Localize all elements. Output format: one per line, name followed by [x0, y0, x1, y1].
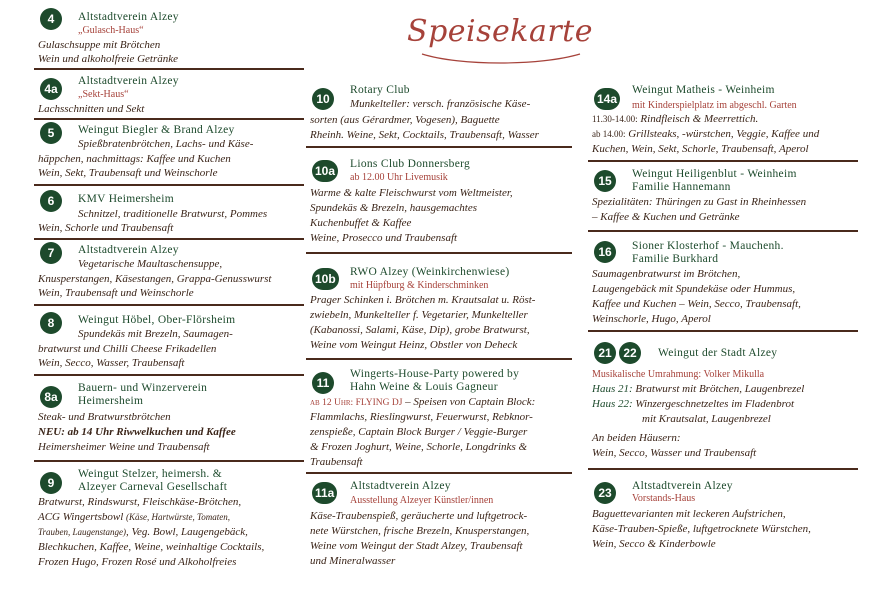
entry-4a [38, 72, 300, 120]
menu-line: Wein, Secco & Kinderbowle [592, 538, 716, 550]
menu-line: und Mineralwasser [310, 555, 396, 567]
number-badge: 21 [594, 342, 616, 364]
entry-11 [310, 368, 568, 474]
text-part: Haus 22: [592, 398, 633, 410]
entry-title: Weingut Stelzer, heimersh. & [78, 468, 223, 480]
menu-line: Gulaschsuppe mit Brötchen [38, 39, 161, 51]
text-part: (Käse, Hartwürste, Tomaten, [126, 512, 230, 522]
text-part: 11.30-14.00: [592, 114, 638, 124]
menu-line: Wein, Traubensaft und Weinschorle [38, 287, 194, 299]
entry-subtitle: ab 12.00 Uhr Livemusik [350, 172, 448, 183]
entry-4 [38, 8, 300, 70]
menu-line: Traubensaft [310, 456, 363, 468]
menu-line: Knusperstangen, Käsestangen, Grappa-Genusswurst [38, 273, 272, 285]
text-part: Rindfleisch & Meerrettich. [637, 113, 759, 125]
menu-line: Wein, Sekt, Traubensaft und Weinschorle [38, 167, 218, 179]
number-badge: 4a [40, 78, 62, 100]
entry-subtitle: Musikalische Umrahmung: Volker Mikulla [592, 369, 765, 380]
menu-line [592, 128, 854, 141]
menu-line: Kuchenbuffet & Kaffee [310, 217, 412, 229]
menu-line: Spundekäs mit Brezeln, Saumagen- [78, 328, 233, 340]
entry-title: KMV Heimersheim [78, 193, 174, 205]
entry-title: Altstadtverein Alzey [78, 11, 179, 23]
text-part: , Veg. Bowl, Laugengebäck, [126, 526, 248, 538]
entry-title: Lions Club Donnersberg [350, 158, 471, 170]
entry-subtitle: „Gulasch-Haus“ [78, 25, 144, 36]
entry-16 [592, 238, 854, 332]
entry-title: Alzeyer Carneval Gesellschaft [78, 481, 228, 493]
menu-line: mit Krautsalat, Laugenbrezel [642, 413, 771, 425]
entry-title: Altstadtverein Alzey [78, 244, 179, 256]
menu-line: Käse-Trauben-Spieße, luftgetrocknete Würstchen, [592, 523, 811, 535]
menu-line: sorten (aus Gérardmer, Vogesen), Baguette [310, 114, 500, 126]
entry-8 [38, 312, 300, 376]
menu-line: Wein, Secco, Wasser, Traubensaft [38, 357, 185, 369]
number-badge: 15 [594, 170, 616, 192]
text-part: Grillsteaks, -würstchen, Veggie, Kaffee und [625, 128, 820, 140]
entry-23 [592, 478, 854, 558]
number-badge: 23 [594, 482, 616, 504]
menu-line: NEU: ab 14 Uhr Riwwelkuchen und Kaffee [38, 426, 236, 438]
entry-10 [310, 84, 568, 148]
menu-line: Spundekäs & Brezeln, hausgemachtes [310, 202, 478, 214]
text-part: Bratwurst mit Brötchen, Laugenbrezel [632, 383, 805, 395]
menu-line: Baguettevarianten mit leckeren Aufstrichen, [592, 508, 786, 520]
menu-line: – Kaffee & Kuchen und Getränke [592, 211, 740, 223]
menu-line [38, 511, 300, 524]
menu-line: Wein, Secco, Wasser und Traubensaft [592, 447, 757, 459]
menu-line [592, 113, 854, 126]
entry-14a [592, 84, 854, 162]
menu-line: Laugengebäck mit Spundekäse oder Hummus, [592, 283, 796, 295]
menu-line: häppchen, nachmittags: Kaffee und Kuchen [38, 153, 231, 165]
entry-title: Weingut Matheis - Weinheim [632, 84, 775, 96]
number-badge: 10 [312, 88, 334, 110]
logo-text: Speisekarte [407, 14, 593, 49]
number-badge: 8 [40, 312, 62, 334]
entry-title: Weingut Heiligenblut - Weinheim [632, 168, 797, 180]
entry-title: RWO Alzey (Weinkirchenwiese) [350, 266, 510, 278]
text-part: Trauben, Laugenstange) [38, 527, 127, 537]
menu-line: Heimersheimer Weine und Traubensaft [38, 441, 210, 453]
menu-line: Spezialitäten: Thüringen zu Gast in Rheinhessen [592, 196, 807, 208]
number-badge: 9 [40, 472, 62, 494]
menu-line: Blechkuchen, Kaffee, Weine, weinhaltige Cocktails, [38, 541, 265, 553]
menu-line: An beiden Häusern: [592, 432, 681, 444]
entry-6 [38, 190, 300, 240]
entry-11a [310, 478, 568, 578]
entry-subtitle: mit Hüpfburg & Kinderschminken [350, 280, 489, 291]
entry-10b [310, 264, 568, 360]
menu-line: Weine vom Weingut Heinz, Obstler von Deheck [310, 339, 518, 351]
entry-title: Familie Hannemann [632, 181, 731, 193]
text-part: ACG Wingertsbowl [38, 511, 127, 523]
number-badge: 11 [312, 372, 334, 394]
entry-title: Familie Burkhard [632, 253, 719, 265]
entry-title: Sioner Klosterhof - Mauchenh. [632, 240, 784, 252]
number-badge: 11a [312, 482, 337, 504]
entry-title: Rotary Club [350, 84, 410, 96]
menu-line: bratwurst und Chilli Cheese Frikadellen [38, 343, 217, 355]
speisekarte-logo [400, 14, 600, 64]
menu-line: Bratwurst, Rindswurst, Fleischkäse-Brötchen, [38, 496, 242, 508]
menu-line: Schnitzel, traditionelle Bratwurst, Pommes [78, 208, 268, 220]
entry-title: Weingut Biegler & Brand Alzey [78, 124, 235, 136]
menu-line: Vegetarische Maultaschensuppe, [78, 258, 223, 270]
menu-line [592, 383, 854, 396]
text-part: ab 14.00: [592, 129, 626, 139]
menu-line: Kaffee und Kuchen – Wein, Secco, Traubensaft, [592, 298, 801, 310]
menu-line: Weinschorle, Hugo, Aperol [592, 313, 711, 325]
entry-title: Weingut der Stadt Alzey [658, 347, 778, 359]
text-part: – Speisen von Captain Block: [402, 396, 536, 408]
number-badge: 10a [312, 160, 338, 182]
menu-line: (Kabanossi, Salami, Käse, Dip), grobe Bratwurst, [310, 324, 530, 336]
entry-21-22 [592, 342, 854, 470]
menu-line: Frozen Hugo, Frozen Rosé und Alkoholfreies [38, 556, 237, 568]
entry-title: Bauern- und Winzerverein [78, 382, 208, 394]
entry-title: Heimersheim [78, 395, 144, 407]
menu-line: & Frozen Joghurt, Weine, Schorle, Longdrinks & [310, 441, 528, 453]
menu-line: Prager Schinken i. Brötchen m. Krautsalat u. Röst- [310, 294, 536, 306]
menu-line: zenspieße, Captain Block Burger / Veggie-Burger [310, 426, 528, 438]
entry-subtitle: „Sekt-Haus“ [78, 89, 129, 100]
entry-title: Weingut Höbel, Ober-Flörsheim [78, 314, 236, 326]
entry-title: Altstadtverein Alzey [78, 75, 179, 87]
number-badge: 14a [594, 88, 620, 110]
number-badge: 10b [312, 268, 339, 290]
entry-7 [38, 242, 300, 306]
menu-line: Spießbratenbrötchen, Lachs- und Käse- [78, 138, 254, 150]
text-part: Haus 21: [592, 383, 633, 395]
menu-line: Steak- und Bratwurstbrötchen [38, 411, 171, 423]
entry-9 [38, 468, 300, 578]
entry-title: Altstadtverein Alzey [350, 480, 451, 492]
menu-line: Lachsschnitten und Sekt [38, 103, 145, 115]
entry-15 [592, 166, 854, 232]
menu-line: Kuchen, Wein, Sekt, Schorle, Traubensaft, Aperol [592, 143, 809, 155]
menu-line: Käse-Traubenspieß, geräucherte und luftgetrock- [310, 510, 528, 522]
menu-line [38, 526, 300, 539]
menu-line: Flammlachs, Rieslingwurst, Feuerwurst, Rebknor- [310, 411, 533, 423]
number-badge: 6 [40, 190, 62, 212]
menu-line: nete Würstchen, frische Brezeln, Knusperstangen, [310, 525, 530, 537]
number-badge: 4 [40, 8, 62, 30]
menu-line: Warme & kalte Fleischwurst vom Weltmeister, [310, 187, 513, 199]
entry-subtitle: Vorstands-Haus [632, 493, 696, 504]
menu-line: Saumagenbratwurst im Brötchen, [592, 268, 741, 280]
entry-title: Wingerts-House-Party powered by [350, 368, 520, 380]
menu-line: Weine vom Weingut der Stadt Alzey, Traubensaft [310, 540, 523, 552]
entry-title: Hahn Weine & Louis Gagneur [350, 381, 498, 393]
menu-line [592, 398, 854, 411]
entry-5 [38, 122, 300, 186]
menu-line: Weine, Prosecco und Traubensaft [310, 232, 458, 244]
number-badge: 5 [40, 122, 62, 144]
logo-flourish [400, 14, 600, 69]
menu-line: Wein, Schorle und Traubensaft [38, 222, 174, 234]
menu-line: Rheinh. Weine, Sekt, Cocktails, Traubensaft, Wasser [310, 129, 539, 141]
entry-subtitle: Ausstellung Alzeyer Künstler/innen [350, 495, 494, 506]
number-badge: 7 [40, 242, 62, 264]
text-part: ab 12 Uhr: FLYING DJ [310, 398, 403, 408]
number-badge: 16 [594, 241, 616, 263]
menu-line: Munkelteller: versch. französische Käse- [350, 98, 531, 110]
number-badge: 8a [40, 386, 62, 408]
number-badge: 22 [619, 342, 641, 364]
text-part: Winzergeschnetzeltes im Fladenbrot [632, 398, 795, 410]
menu-line [310, 396, 568, 410]
entry-subtitle: mit Kinderspielplatz im abgeschl. Garten [632, 100, 797, 111]
entry-title: Altstadtverein Alzey [632, 480, 733, 492]
entry-10a [310, 156, 568, 254]
menu-line: zwiebeln, Munkelteller f. Vegetarier, Munkelteller [310, 309, 528, 321]
menu-line: Wein und alkoholfreie Getränke [38, 53, 179, 65]
entry-8a [38, 380, 300, 462]
